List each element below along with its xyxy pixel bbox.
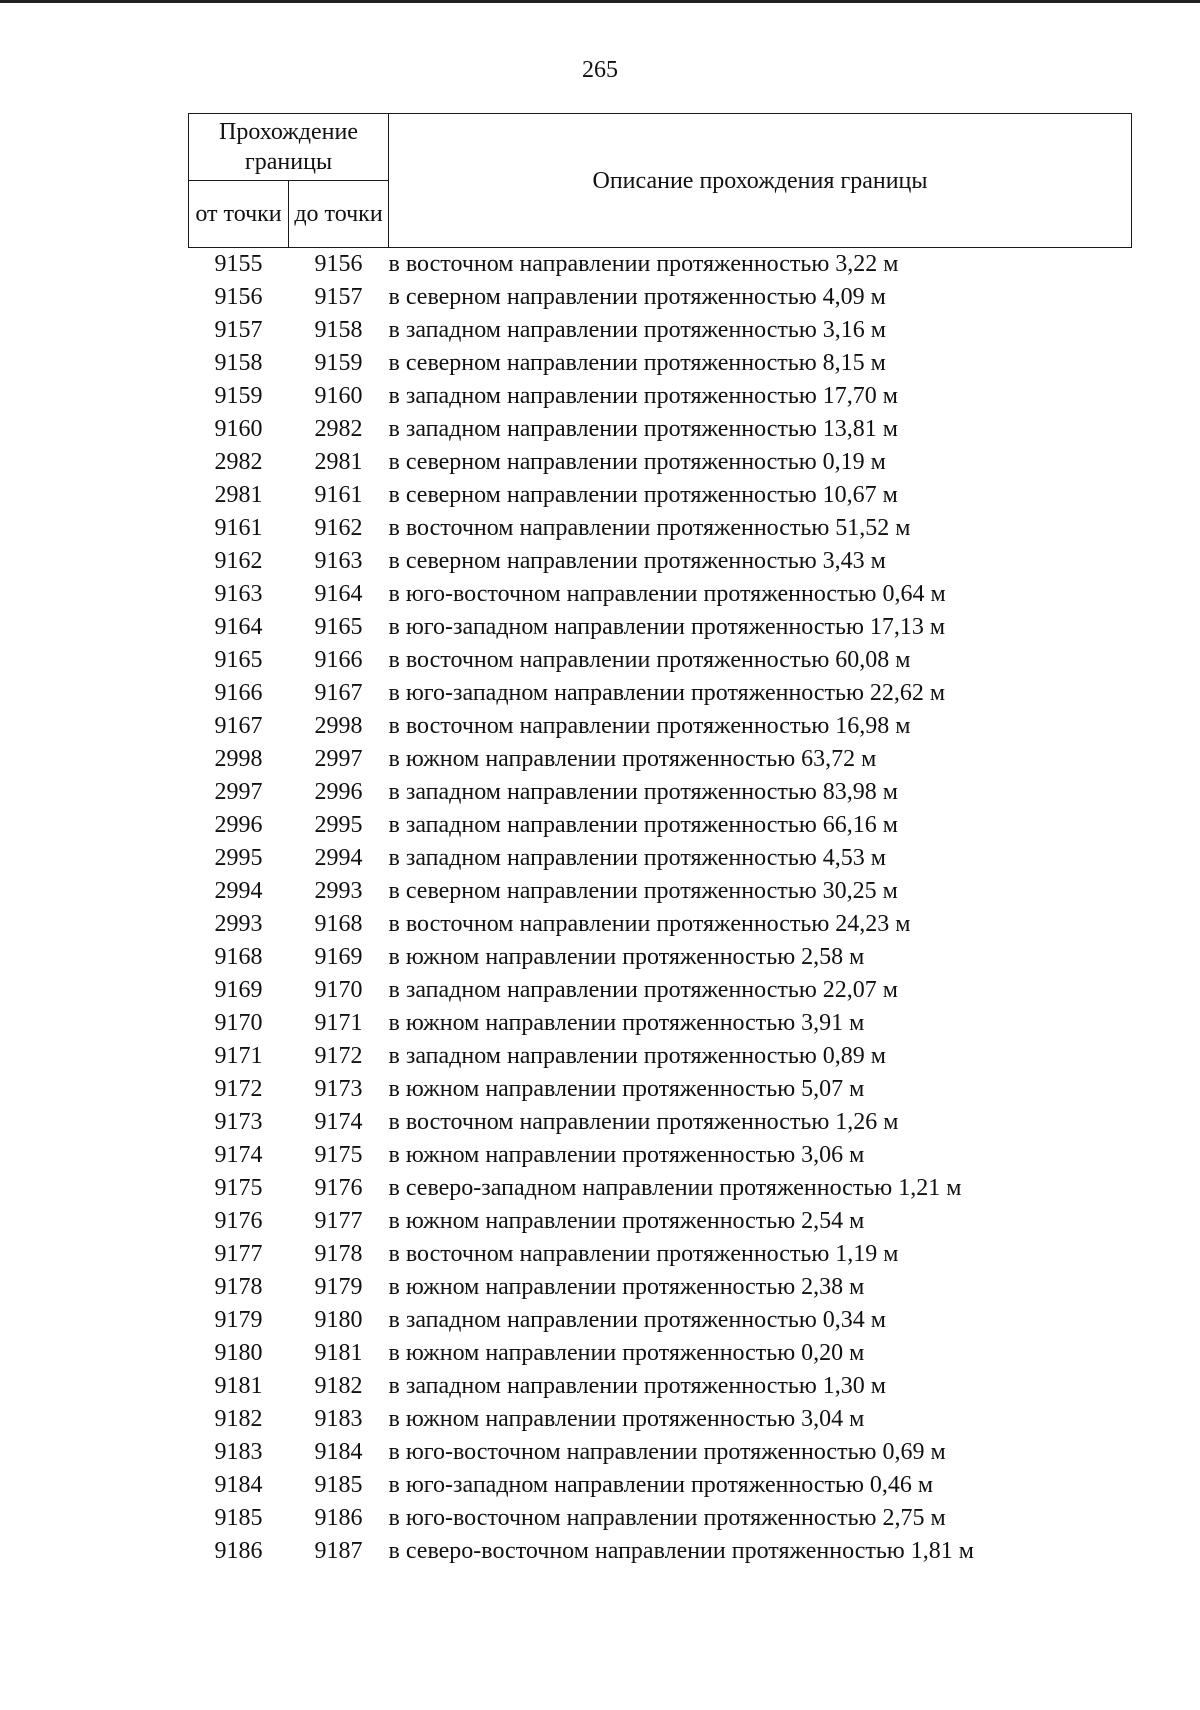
table-row xyxy=(189,1271,1132,1304)
description-cell: в северо-западном направлении протяженностью 1,21 м xyxy=(388,1175,962,1201)
from-point-cell: 9185 xyxy=(214,1505,263,1531)
table-row xyxy=(189,1106,1132,1139)
table-row xyxy=(189,380,1132,413)
description-cell: в восточном направлении протяженностью 3,22 м xyxy=(388,251,899,277)
description-cell: в северном направлении протяженностью 10,67 м xyxy=(388,482,898,508)
description-cell: в южном направлении протяженностью 2,38 м xyxy=(388,1274,865,1300)
to-point-cell: 9168 xyxy=(314,911,363,937)
description-cell: в западном направлении протяженностью 0,34 м xyxy=(388,1307,886,1333)
from-point-cell: 9183 xyxy=(214,1439,263,1465)
from-point-cell: 9174 xyxy=(214,1142,263,1168)
table-row xyxy=(189,677,1132,710)
table-row xyxy=(189,710,1132,743)
table-row xyxy=(189,875,1132,908)
description-cell: в восточном направлении протяженностью 24,23 м xyxy=(388,911,911,937)
description-cell: в западном направлении протяженностью 3,16 м xyxy=(388,317,886,343)
from-point-cell: 2981 xyxy=(214,482,263,508)
from-point-cell: 2997 xyxy=(214,779,263,805)
table-body xyxy=(189,248,1132,1569)
to-point-cell: 2996 xyxy=(314,779,363,805)
from-point-cell: 9181 xyxy=(214,1373,263,1399)
table-row xyxy=(189,743,1132,776)
description-cell: в западном направлении протяженностью 0,89 м xyxy=(388,1043,886,1069)
from-point-cell: 2993 xyxy=(214,911,263,937)
to-point-cell: 9163 xyxy=(314,548,363,574)
description-cell: в южном направлении протяженностью 3,91 м xyxy=(388,1010,865,1036)
to-point-cell: 2982 xyxy=(314,416,363,442)
from-point-cell: 9186 xyxy=(214,1538,263,1564)
table-row xyxy=(189,611,1132,644)
from-point-cell: 9176 xyxy=(214,1208,263,1234)
from-point-cell: 9156 xyxy=(214,284,263,310)
from-point-cell: 9166 xyxy=(214,680,263,706)
table-row xyxy=(189,842,1132,875)
table-row xyxy=(189,974,1132,1007)
from-point-cell: 9179 xyxy=(214,1307,263,1333)
description-cell: в восточном направлении протяженностью 1,26 м xyxy=(388,1109,899,1135)
table-row xyxy=(189,1337,1132,1370)
description-cell: в северном направлении протяженностью 4,09 м xyxy=(388,284,886,310)
from-point-cell: 9170 xyxy=(214,1010,263,1036)
header-boundary-passage: Прохождение границы xyxy=(189,114,389,181)
description-cell: в юго-западном направлении протяженностью 17,13 м xyxy=(388,614,946,640)
description-cell: в восточном направлении протяженностью 1,19 м xyxy=(388,1241,899,1267)
from-point-cell: 9163 xyxy=(214,581,263,607)
table-header xyxy=(189,114,1132,248)
to-point-cell: 2997 xyxy=(314,746,363,772)
table-row xyxy=(189,1370,1132,1403)
description-cell: в северном направлении протяженностью 30,25 м xyxy=(388,878,898,904)
to-point-cell: 9185 xyxy=(314,1472,363,1498)
description-cell: в западном направлении протяженностью 13,81 м xyxy=(388,416,898,442)
to-point-cell: 9175 xyxy=(314,1142,363,1168)
from-point-cell: 2995 xyxy=(214,845,263,871)
description-cell: в южном направлении протяженностью 5,07 м xyxy=(388,1076,865,1102)
from-point-cell: 9171 xyxy=(214,1043,263,1069)
to-point-cell: 9176 xyxy=(314,1175,363,1201)
description-cell: в южном направлении протяженностью 63,72 м xyxy=(388,746,877,772)
to-point-cell: 9169 xyxy=(314,944,363,970)
description-cell: в северном направлении протяженностью 0,19 м xyxy=(388,449,886,475)
description-cell: в северо-восточном направлении протяженностью 1,81 м xyxy=(388,1538,974,1564)
description-cell: в западном направлении протяженностью 66,16 м xyxy=(388,812,898,838)
header-description: Описание прохождения границы xyxy=(389,114,1132,248)
description-cell: в западном направлении протяженностью 22,07 м xyxy=(388,977,898,1003)
from-point-cell: 9158 xyxy=(214,350,263,376)
description-cell: в южном направлении протяженностью 3,04 м xyxy=(388,1406,865,1432)
from-point-cell: 9173 xyxy=(214,1109,263,1135)
table-row xyxy=(189,1469,1132,1502)
to-point-cell: 9162 xyxy=(314,515,363,541)
table-row xyxy=(189,248,1132,282)
from-point-cell: 9155 xyxy=(214,251,263,277)
table-row xyxy=(189,1535,1132,1568)
description-cell: в западном направлении протяженностью 1,30 м xyxy=(388,1373,886,1399)
to-point-cell: 9165 xyxy=(314,614,363,640)
table-row xyxy=(189,1073,1132,1106)
description-cell: в северном направлении протяженностью 8,15 м xyxy=(388,350,886,376)
table-row xyxy=(189,809,1132,842)
table-row xyxy=(189,1007,1132,1040)
description-cell: в южном направлении протяженностью 2,58 м xyxy=(388,944,865,970)
table-row xyxy=(189,1403,1132,1436)
from-point-cell: 9175 xyxy=(214,1175,263,1201)
table-row xyxy=(189,545,1132,578)
to-point-cell: 9171 xyxy=(314,1010,363,1036)
description-cell: в восточном направлении протяженностью 60,08 м xyxy=(388,647,911,673)
to-point-cell: 9156 xyxy=(314,251,363,277)
description-cell: в южном направлении протяженностью 3,06 м xyxy=(388,1142,865,1168)
table-row xyxy=(189,446,1132,479)
table-row xyxy=(189,1502,1132,1535)
table-row xyxy=(189,1040,1132,1073)
table-row xyxy=(189,1172,1132,1205)
to-point-cell: 9166 xyxy=(314,647,363,673)
to-point-cell: 9158 xyxy=(314,317,363,343)
from-point-cell: 9161 xyxy=(214,515,263,541)
description-cell: в юго-восточном направлении протяженностью 0,69 м xyxy=(388,1439,946,1465)
to-point-cell: 9161 xyxy=(314,482,363,508)
to-point-cell: 9173 xyxy=(314,1076,363,1102)
table-row xyxy=(189,281,1132,314)
description-cell: в юго-восточном направлении протяженностью 0,64 м xyxy=(388,581,946,607)
to-point-cell: 9177 xyxy=(314,1208,363,1234)
from-point-cell: 9172 xyxy=(214,1076,263,1102)
to-point-cell: 9184 xyxy=(314,1439,363,1465)
from-point-cell: 2998 xyxy=(214,746,263,772)
from-point-cell: 9178 xyxy=(214,1274,263,1300)
to-point-cell: 9170 xyxy=(314,977,363,1003)
to-point-cell: 2994 xyxy=(314,845,363,871)
description-cell: в юго-западном направлении протяженностью 0,46 м xyxy=(388,1472,934,1498)
table-row xyxy=(189,512,1132,545)
from-point-cell: 9164 xyxy=(214,614,263,640)
table-row xyxy=(189,479,1132,512)
table-row xyxy=(189,1205,1132,1238)
description-cell: в западном направлении протяженностью 4,53 м xyxy=(388,845,886,871)
page-number: 265 xyxy=(582,57,618,83)
description-cell: в западном направлении протяженностью 83,98 м xyxy=(388,779,898,805)
from-point-cell: 9167 xyxy=(214,713,263,739)
to-point-cell: 9182 xyxy=(314,1373,363,1399)
to-point-cell: 9181 xyxy=(314,1340,363,1366)
table-row xyxy=(189,776,1132,809)
from-point-cell: 2994 xyxy=(214,878,263,904)
from-point-cell: 9168 xyxy=(214,944,263,970)
to-point-cell: 9159 xyxy=(314,350,363,376)
to-point-cell: 9183 xyxy=(314,1406,363,1432)
from-point-cell: 9162 xyxy=(214,548,263,574)
to-point-cell: 2998 xyxy=(314,713,363,739)
from-point-cell: 9169 xyxy=(214,977,263,1003)
to-point-cell: 9180 xyxy=(314,1307,363,1333)
to-point-cell: 2981 xyxy=(314,449,363,475)
description-cell: в западном направлении протяженностью 17,70 м xyxy=(388,383,898,409)
to-point-cell: 9157 xyxy=(314,284,363,310)
from-point-cell: 9180 xyxy=(214,1340,263,1366)
description-cell: в восточном направлении протяженностью 16,98 м xyxy=(388,713,911,739)
from-point-cell: 9160 xyxy=(214,416,263,442)
to-point-cell: 9167 xyxy=(314,680,363,706)
from-point-cell: 2996 xyxy=(214,812,263,838)
from-point-cell: 9177 xyxy=(214,1241,263,1267)
table-row xyxy=(189,1238,1132,1271)
table-row xyxy=(189,347,1132,380)
to-point-cell: 9187 xyxy=(314,1538,363,1564)
description-cell: в южном направлении протяженностью 0,20 м xyxy=(388,1340,865,1366)
table-row xyxy=(189,413,1132,446)
boundary-table xyxy=(188,113,1132,1568)
table-row xyxy=(189,644,1132,677)
from-point-cell: 9165 xyxy=(214,647,263,673)
to-point-cell: 9160 xyxy=(314,383,363,409)
table-row xyxy=(189,1304,1132,1337)
table-row xyxy=(189,941,1132,974)
to-point-cell: 9172 xyxy=(314,1043,363,1069)
to-point-cell: 9179 xyxy=(314,1274,363,1300)
to-point-cell: 9174 xyxy=(314,1109,363,1135)
header-to-point: до точки xyxy=(289,181,389,248)
description-cell: в южном направлении протяженностью 2,54 м xyxy=(388,1208,865,1234)
description-cell: в восточном направлении протяженностью 51,52 м xyxy=(388,515,911,541)
from-point-cell: 9184 xyxy=(214,1472,263,1498)
table-row xyxy=(189,1436,1132,1469)
header-from-point: от точки xyxy=(189,181,289,248)
from-point-cell: 9159 xyxy=(214,383,263,409)
table-row xyxy=(189,314,1132,347)
to-point-cell: 9178 xyxy=(314,1241,363,1267)
table-row xyxy=(189,578,1132,611)
to-point-cell: 2995 xyxy=(314,812,363,838)
description-cell: в юго-восточном направлении протяженностью 2,75 м xyxy=(388,1505,946,1531)
description-cell: в юго-западном направлении протяженностью 22,62 м xyxy=(388,680,946,706)
from-point-cell: 9157 xyxy=(214,317,263,343)
to-point-cell: 9186 xyxy=(314,1505,363,1531)
from-point-cell: 2982 xyxy=(214,449,263,475)
from-point-cell: 9182 xyxy=(214,1406,263,1432)
description-cell: в северном направлении протяженностью 3,43 м xyxy=(388,548,886,574)
table-row xyxy=(189,908,1132,941)
to-point-cell: 2993 xyxy=(314,878,363,904)
to-point-cell: 9164 xyxy=(314,581,363,607)
table-row xyxy=(189,1139,1132,1172)
page-top-rule xyxy=(0,0,1200,3)
